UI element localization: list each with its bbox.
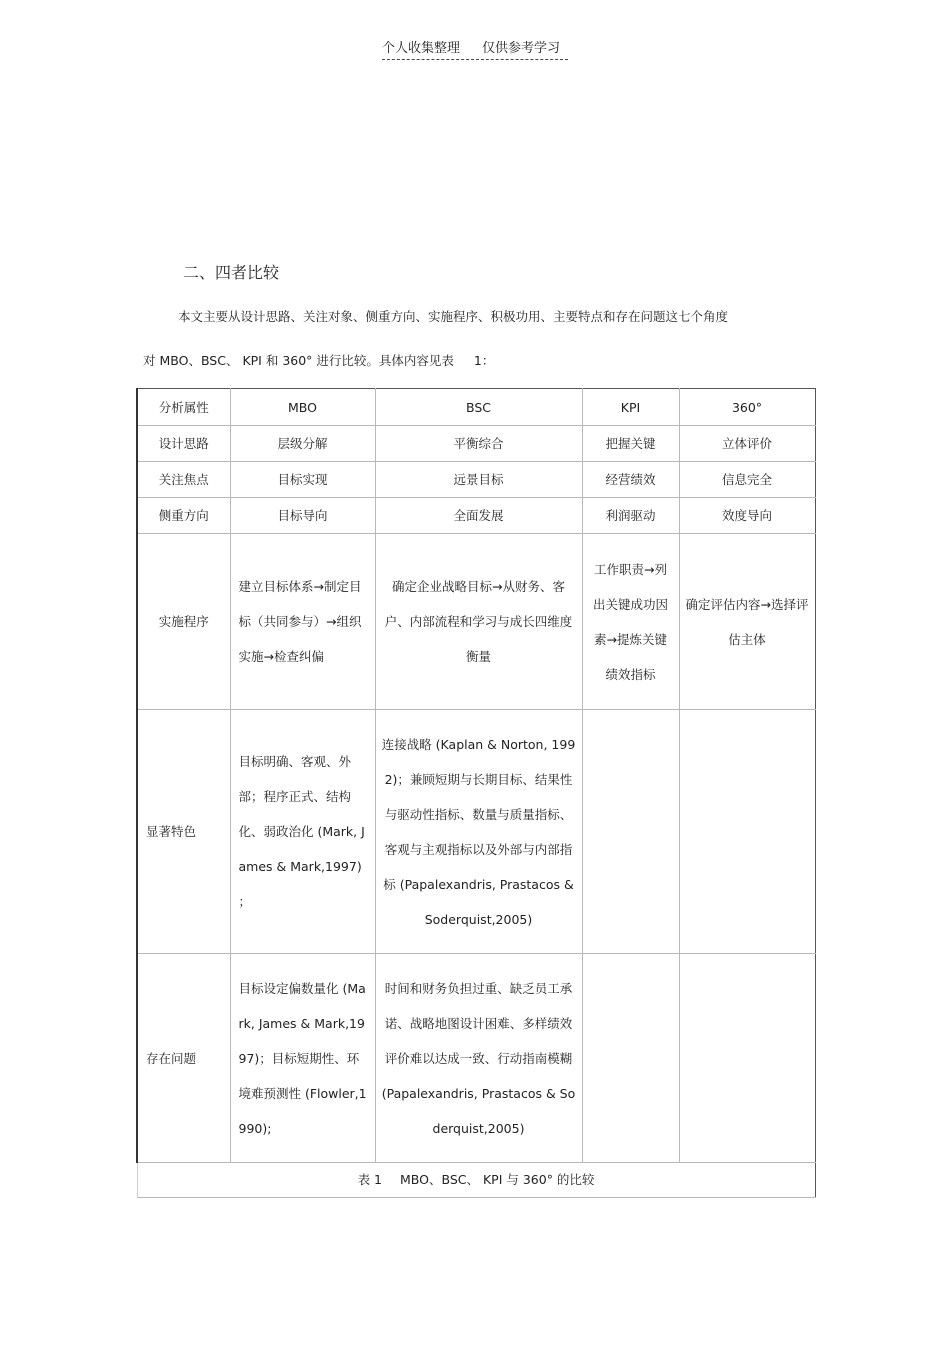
bsc-cell: 全面发展 — [375, 498, 582, 534]
row-attr-cell: 实施程序 — [137, 534, 230, 710]
intro-line2-text: 对 MBO、BSC、 KPI 和 360° 进行比较。具体内容见表 — [143, 353, 454, 368]
section-heading: 二、四者比较 — [183, 263, 280, 282]
mbo-cell: 目标实现 — [230, 462, 375, 498]
mbo-cell — [230, 954, 375, 1163]
row-attr-cell: 存在问题 — [137, 954, 230, 1163]
table-header-row — [137, 389, 815, 426]
kpi-cell: 利润驱动 — [582, 498, 679, 534]
kpi-cell — [582, 534, 679, 710]
intro-table-ref: 1： — [473, 353, 495, 368]
bsc-cell-text: 连接战略 (Kaplan & Norton, 1992)；兼顾短期与长期目标、结果性与驱动性指标、数量与质量指标、客观与主观指标以及外部与内部指标 (Papalexandris, Prastacos & Soderquist,2005) — [381, 736, 576, 927]
kpi-cell: 把握关键 — [582, 426, 679, 462]
deg360-cell-text: 确定评估内容→选择评估主体 — [685, 596, 809, 647]
caption-text: MBO、BSC、 KPI 与 360° 的比较 — [400, 1172, 595, 1187]
kpi-cell-text: 工作职责→列出关键成功因素→提炼关键绩效指标 — [592, 561, 668, 682]
bsc-cell — [375, 710, 582, 954]
deg360-cell — [679, 710, 815, 954]
deg360-cell — [679, 534, 815, 710]
deg360-cell — [679, 954, 815, 1163]
row-attr-cell: 侧重方向 — [137, 498, 230, 534]
row-attr-cell: 显著特色 — [137, 710, 230, 954]
caption-label: 表 1 — [357, 1172, 382, 1187]
mbo-cell: 目标导向 — [230, 498, 375, 534]
header-cell-attr: 分析属性 — [137, 389, 230, 426]
kpi-cell: 经营绩效 — [582, 462, 679, 498]
mbo-cell-text: 目标设定偏数量化 (Mark, James & Mark,1997)；目标短期性、环境难预测性 (Flowler,1990); — [238, 980, 367, 1136]
bsc-cell: 远景目标 — [375, 462, 582, 498]
header-cell-kpi: KPI — [582, 389, 679, 426]
bsc-cell-text: 确定企业战略目标→从财务、客户、内部流程和学习与成长四维度衡量 — [384, 579, 573, 664]
page-header — [382, 40, 568, 60]
table-row — [137, 498, 815, 534]
table-row — [137, 954, 815, 1163]
kpi-cell — [582, 954, 679, 1163]
mbo-cell: 层级分解 — [230, 426, 375, 462]
bsc-cell: 平衡综合 — [375, 426, 582, 462]
deg360-cell: 效度导向 — [679, 498, 815, 534]
mbo-cell-text: 目标明确、客观、外部；程序正式、结构化、弱政治化 (Mark, James & Mark,1997) ； — [238, 754, 365, 909]
table-row — [137, 462, 815, 498]
row-attr-cell: 设计思路 — [137, 426, 230, 462]
header-left-text: 个人收集整理 — [382, 41, 461, 56]
header-cell-360: 360° — [679, 389, 815, 426]
mbo-cell — [230, 534, 375, 710]
header-right-text: 仅供参考学习 — [482, 41, 561, 56]
mbo-cell-text: 建立目标体系→制定目标（共同参与）→组织实施→检查纠偏 — [238, 579, 362, 664]
table-caption-row — [137, 1163, 815, 1198]
row-attr-cell: 关注焦点 — [137, 462, 230, 498]
comparison-table — [136, 388, 816, 1198]
bsc-cell — [375, 954, 582, 1163]
header-cell-mbo: MBO — [230, 389, 375, 426]
deg360-cell: 立体评价 — [679, 426, 815, 462]
table-row — [137, 710, 815, 954]
table-caption — [137, 1163, 815, 1198]
mbo-cell — [230, 710, 375, 954]
table-row — [137, 534, 815, 710]
intro-paragraph-line2 — [143, 352, 494, 370]
header-cell-bsc: BSC — [375, 389, 582, 426]
kpi-cell — [582, 710, 679, 954]
deg360-cell: 信息完全 — [679, 462, 815, 498]
bsc-cell — [375, 534, 582, 710]
intro-paragraph-line1: 本文主要从设计思路、关注对象、侧重方向、实施程序、积极功用、主要特点和存在问题这七个角度 — [178, 309, 729, 324]
bsc-cell-text: 时间和财务负担过重、缺乏员工承诺、战略地图设计困难、多样绩效评价难以达成一致、行动指南模糊 (Papalexandris, Prastacos & Soderquist,2005) — [381, 980, 576, 1136]
table-row — [137, 426, 815, 462]
